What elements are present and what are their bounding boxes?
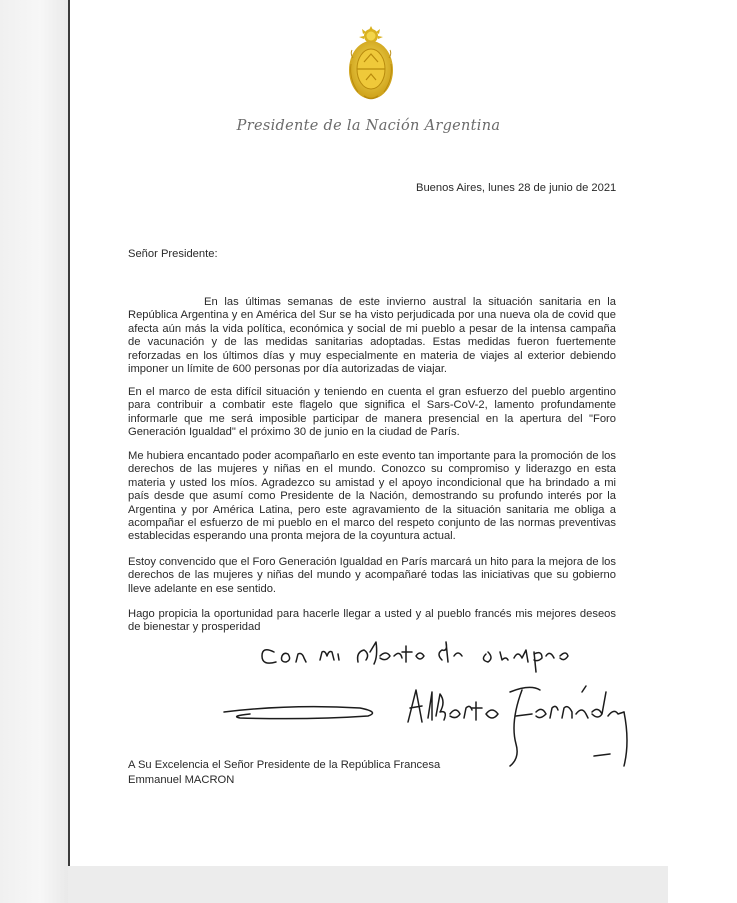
scan-right-margin: [668, 0, 737, 903]
letterhead-title: Presidente de la Nación Argentina: [236, 118, 501, 134]
date-line: Buenos Aires, lunes 28 de junio de 2021: [416, 182, 617, 194]
paragraph-1: En las últimas semanas de este invierno austral la situación sanitaria en la República Argentina y en América del Sur se ha visto perjudicada por una nueva ola de covid que afecta aún más la vida política, económica y social de mi pueblo a pesar de la intensa campaña de vacunación y de las medidas sanitarias adoptadas. Estas medidas fueron fuertemente reforzadas en los últimos días y muy especialmente en materia de viajes al exterior debiendo imponer un límite de 600 personas por día autorizadas de viajar.: [128, 296, 616, 376]
paragraph-3: Me hubiera encantado poder acompañarlo en este evento tan importante para la promoción de los derechos de las mujeres y niñas en el mundo. Conozco su compromiso y liderazgo en esta materia y usted los míos. Agradezco su amistad y el apoyo incondicional que ha brindado a mi país desde que asumí como Presidente de la Nación, demostrando su profundo interés por la Argentina y por América Latina, pero este agravamiento de la situación sanitaria me obliga a acompañar el esfuerzo de mi pueblo en el marco del respeto conjunto de las normas preventivas establecidas esperando una pronta mejora de la coyuntura actual.: [128, 450, 616, 543]
addressee-block: [128, 758, 440, 787]
paragraph-2: En el marco de esta difícil situación y teniendo en cuenta el gran esfuerzo del pueblo argentino para contribuir a combatir este flagelo que significa el Sars-CoV-2, lamento profundamente informarle que me será imposible participar de manera presencial en la apertura del "Foro Generación Igualdad" el próximo 30 de junio en la ciudad de París.: [128, 386, 616, 439]
addressee-title: A Su Excelencia el Señor Presidente de la República Francesa: [128, 759, 441, 771]
paragraph-5: Hago propicia la oportunidad para hacerle llegar a usted y al pueblo francés mis mejores deseos de bienestar y prosperidad: [128, 608, 616, 634]
salutation: Señor Presidente:: [128, 248, 218, 260]
handwritten-signature: [210, 632, 650, 772]
scan-bottom-margin: [68, 866, 668, 903]
addressee-name: Emmanuel MACRON: [128, 773, 235, 786]
paragraph-4: Estoy convencido que el Foro Generación Igualdad en París marcará un hito para la mejora de los derechos de las mujeres y niñas del mundo y acompañaré todas las iniciativas que su gobierno lleve adelante en ese sentido.: [128, 556, 616, 595]
coat-of-arms-seal-icon: [346, 24, 396, 102]
scan-left-margin: [0, 0, 68, 903]
